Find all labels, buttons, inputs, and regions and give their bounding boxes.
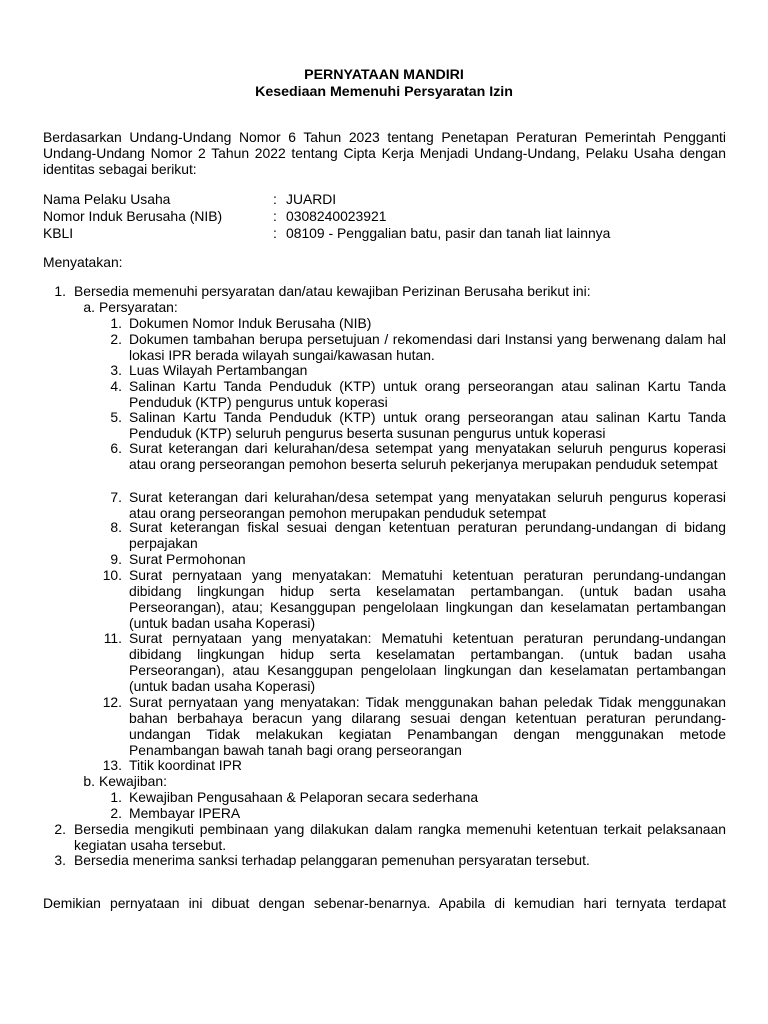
list-number: 10.: [102, 567, 122, 583]
list-number: 2.: [54, 821, 66, 837]
list-number: 5.: [110, 409, 122, 425]
list-text: Surat Permohonan: [129, 551, 246, 567]
list-number: 6.: [110, 440, 122, 456]
list-number: 13.: [102, 757, 122, 773]
list-text: Salinan Kartu Tanda Penduduk (KTP) untuk orang perseorangan atau salinan Kartu Tanda Penduduk (KTP) seluruh pengurus beserta susunan pengurus untuk koperasi: [129, 409, 726, 441]
list-text: Bersedia menerima sanksi terhadap pelanggaran pemenuhan persyaratan tersebut.: [74, 852, 590, 868]
list-text: Surat keterangan dari kelurahan/desa setempat yang menyatakan seluruh pengurus koperasi atau orang perseorangan pemohon beserta seluruh pekerjanya merupakan penduduk setempat: [129, 440, 726, 472]
list-text: Membayar IPERA: [129, 805, 241, 821]
intro-paragraph: Berdasarkan Undang-Undang Nomor 6 Tahun 2023 tentang Penetapan Peraturan Pemerintah Pengganti Undang-Undang Nomor 2 Tahun 2022 tentang Cipta Kerja Menjadi Undang-Undang, Pelaku Usaha dengan identitas sebagai berikut:: [43, 129, 726, 177]
list-number: 12.: [102, 694, 122, 710]
list-letter: a.: [83, 299, 95, 315]
identity-value: 0308240023921: [286, 208, 387, 224]
identity-label: Nomor Induk Berusaha (NIB): [43, 208, 223, 224]
list-text: Dokumen tambahan berupa persetujuan / rekomendasi dari Instansi yang berwenang dalam hal lokasi IPR berada wilayah sungai/kawasan hutan.: [129, 331, 726, 363]
list-text: Luas Wilayah Pertambangan: [129, 362, 308, 378]
list-number: 4.: [110, 378, 122, 394]
section-label: Persyaratan:: [99, 299, 178, 315]
list-number: 1.: [110, 315, 122, 331]
identity-colon: :: [273, 225, 277, 241]
identity-colon: :: [273, 208, 277, 224]
section-label: Kewajiban:: [99, 773, 167, 789]
list-text: Surat pernyataan yang menyatakan: Tidak menggunakan bahan peledak Tidak menggunakan bahan berbahaya beracun yang dilarang sesuai dengan ketentuan peraturan perundang-undangan Tidak melakukan kegiatan Penambangan dengan menggunakan metode Penambangan bawah tanah bagi orang perseorangan: [129, 694, 726, 758]
list-number: 3.: [110, 362, 122, 378]
list-text: Bersedia memenuhi persyaratan dan/atau kewajiban Perizinan Berusaha berikut ini:: [74, 283, 591, 299]
closing-paragraph: Demikian pernyataan ini dibuat dengan sebenar-benarnya. Apabila di kemudian hari ternyata terdapat: [43, 895, 726, 911]
list-text: Surat keterangan fiskal sesuai dengan ketentuan peraturan perundang-undangan di bidang perpajakan: [129, 519, 726, 551]
list-letter: b.: [83, 773, 95, 789]
list-text: Titik koordinat IPR: [129, 757, 242, 773]
list-number: 7.: [110, 489, 122, 505]
list-number: 2.: [110, 331, 122, 347]
list-number: 9.: [110, 551, 122, 567]
list-number: 1.: [54, 283, 66, 299]
list-number: 3.: [54, 852, 66, 868]
list-text: Bersedia mengikuti pembinaan yang dilakukan dalam rangka memenuhi ketentuan terkait pelaksanaan kegiatan usaha tersebut.: [74, 821, 726, 853]
document-title: PERNYATAAN MANDIRI: [304, 67, 464, 83]
identity-value: 08109 - Penggalian batu, pasir dan tanah liat lainnya: [286, 225, 611, 241]
list-text: Kewajiban Pengusahaan & Pelaporan secara sederhana: [129, 789, 479, 805]
list-text: Surat pernyataan yang menyatakan: Mematuhi ketentuan peraturan perundang-undangan dibidang lingkungan hidup serta keselamatan pertambangan. (untuk badan usaha Perseorangan), atau Kesanggupan pengelolaan lingkungan dan keselamatan pertambangan (untuk badan usaha Koperasi): [129, 630, 726, 694]
list-text: Surat keterangan dari kelurahan/desa setempat yang menyatakan seluruh pengurus koperasi atau orang perseorangan pemohon merupakan penduduk setempat: [129, 489, 726, 521]
document-subtitle: Kesediaan Memenuhi Persyaratan Izin: [255, 84, 513, 100]
list-text: Dokumen Nomor Induk Berusaha (NIB): [129, 315, 372, 331]
identity-label: Nama Pelaku Usaha: [43, 191, 171, 207]
identity-value: JUARDI: [286, 191, 337, 207]
identity-label: KBLI: [43, 225, 74, 241]
list-number: 1.: [110, 789, 122, 805]
list-number: 8.: [110, 519, 122, 535]
list-text: Surat pernyataan yang menyatakan: Mematuhi ketentuan peraturan perundang-undangan dibidang lingkungan hidup serta keselamatan pertambangan. (untuk badan usaha Perseorangan), atau; Kesanggupan pengelolaan lingkungan dan keselamatan pertambangan (untuk badan usaha Koperasi): [129, 567, 726, 631]
list-text: Salinan Kartu Tanda Penduduk (KTP) untuk orang perseorangan atau salinan Kartu Tanda Penduduk (KTP) pengurus untuk koperasi: [129, 378, 726, 410]
identity-colon: :: [273, 191, 277, 207]
list-number: 2.: [110, 805, 122, 821]
list-number: 11.: [103, 630, 122, 646]
menyatakan-label: Menyatakan:: [43, 254, 123, 270]
